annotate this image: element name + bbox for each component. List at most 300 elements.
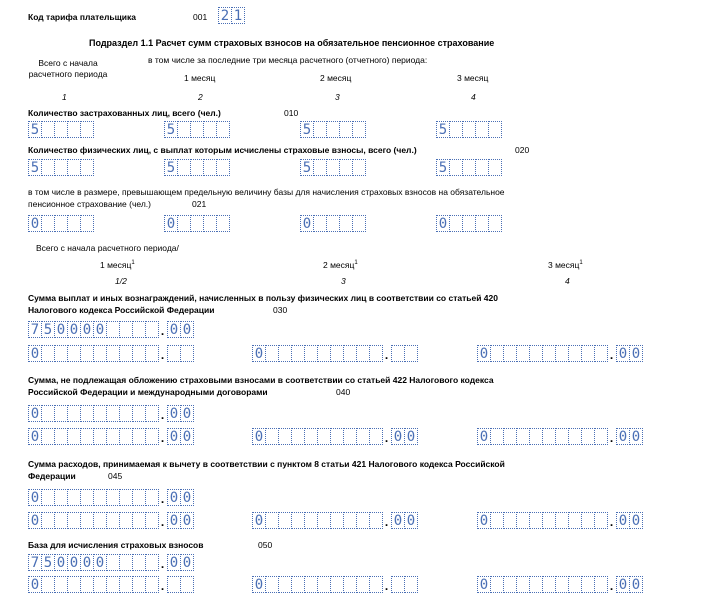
integer-digit-cell[interactable] bbox=[304, 512, 318, 529]
integer-digit-cell[interactable] bbox=[145, 576, 159, 593]
decimal-digit-cell[interactable]: 0 bbox=[167, 512, 181, 529]
integer-digit-cell[interactable] bbox=[529, 576, 543, 593]
digit-cell[interactable] bbox=[339, 159, 353, 176]
integer-digit-cell[interactable] bbox=[265, 576, 279, 593]
decimal-point: . bbox=[609, 431, 614, 445]
row-021-total[interactable] bbox=[28, 215, 93, 232]
integer-digit-cell[interactable] bbox=[529, 428, 543, 445]
integer-digit-cell[interactable] bbox=[106, 554, 120, 571]
integer-digit-cell[interactable] bbox=[356, 428, 370, 445]
decimal-digit-cell[interactable] bbox=[391, 576, 405, 593]
digit-cell[interactable] bbox=[67, 121, 81, 138]
decimal-digit-cell[interactable]: 0 bbox=[167, 489, 181, 506]
integer-digit-cell[interactable] bbox=[54, 345, 68, 362]
row-021-month1[interactable] bbox=[164, 215, 229, 232]
integer-digit-cell[interactable] bbox=[119, 489, 133, 506]
integer-digit-cell[interactable] bbox=[80, 345, 94, 362]
digit-cell[interactable]: 5 bbox=[300, 121, 314, 138]
row-040-month2[interactable] bbox=[252, 428, 417, 445]
decimal-point: . bbox=[160, 408, 165, 422]
decimal-digit-cell[interactable]: 0 bbox=[167, 405, 181, 422]
row-040-month3[interactable] bbox=[477, 428, 642, 445]
integer-digit-cell[interactable] bbox=[93, 428, 107, 445]
row-045-code: 045 bbox=[108, 471, 123, 481]
decimal-digit-cell[interactable] bbox=[404, 345, 418, 362]
integer-digit-cell[interactable] bbox=[119, 576, 133, 593]
row-050-month3[interactable] bbox=[477, 576, 642, 593]
integer-digit-cell[interactable] bbox=[356, 576, 370, 593]
integer-digit-cell[interactable]: 0 bbox=[477, 576, 491, 593]
integer-digit-cell[interactable] bbox=[490, 428, 504, 445]
integer-digit-cell[interactable] bbox=[304, 345, 318, 362]
integer-digit-cell[interactable] bbox=[317, 512, 331, 529]
integer-digit-cell[interactable]: 0 bbox=[80, 321, 94, 338]
integer-digit-cell[interactable] bbox=[542, 345, 556, 362]
integer-digit-cell[interactable] bbox=[503, 345, 517, 362]
integer-digit-cell[interactable] bbox=[106, 405, 120, 422]
digit-cell[interactable] bbox=[339, 121, 353, 138]
integer-digit-cell[interactable]: 0 bbox=[28, 428, 42, 445]
digit-cell[interactable]: 5 bbox=[28, 159, 42, 176]
decimal-digit-cell[interactable] bbox=[180, 576, 194, 593]
digit-cell[interactable] bbox=[313, 121, 327, 138]
row-021-month3[interactable] bbox=[436, 215, 501, 232]
digit-cell[interactable] bbox=[203, 215, 217, 232]
digit-cell[interactable] bbox=[352, 215, 366, 232]
integer-digit-cell[interactable] bbox=[568, 428, 582, 445]
integer-digit-cell[interactable]: 0 bbox=[477, 345, 491, 362]
digit-cell[interactable]: 0 bbox=[28, 215, 42, 232]
integer-digit-cell[interactable] bbox=[119, 428, 133, 445]
decimal-digit-cell[interactable]: 0 bbox=[180, 321, 194, 338]
decimal-digit-cell[interactable]: 0 bbox=[180, 428, 194, 445]
digit-cell[interactable]: 5 bbox=[436, 121, 450, 138]
integer-digit-cell[interactable] bbox=[93, 345, 107, 362]
integer-digit-cell[interactable] bbox=[41, 405, 55, 422]
decimal-digit-cell[interactable]: 0 bbox=[616, 576, 630, 593]
decimal-digit-cell[interactable]: 0 bbox=[629, 345, 643, 362]
integer-digit-cell[interactable] bbox=[106, 321, 120, 338]
integer-digit-cell[interactable] bbox=[132, 489, 146, 506]
digit-cell[interactable] bbox=[352, 121, 366, 138]
integer-digit-cell[interactable] bbox=[330, 576, 344, 593]
row-040-label-line2: Российской Федерации и международными договорами bbox=[28, 387, 268, 397]
integer-digit-cell[interactable] bbox=[581, 512, 595, 529]
digit-cell[interactable] bbox=[203, 159, 217, 176]
integer-digit-cell[interactable] bbox=[317, 345, 331, 362]
integer-digit-cell[interactable] bbox=[93, 489, 107, 506]
row-010-total[interactable] bbox=[28, 121, 93, 138]
col-number-2: 2 bbox=[198, 92, 203, 102]
digit-cell[interactable] bbox=[352, 159, 366, 176]
row-045-month1[interactable] bbox=[28, 512, 193, 529]
digit-cell[interactable] bbox=[80, 159, 94, 176]
integer-digit-cell[interactable]: 0 bbox=[477, 428, 491, 445]
decimal-digit-cell[interactable]: 0 bbox=[167, 428, 181, 445]
integer-digit-cell[interactable] bbox=[555, 428, 569, 445]
integer-digit-cell[interactable] bbox=[555, 512, 569, 529]
integer-digit-cell[interactable] bbox=[568, 576, 582, 593]
digit-cell[interactable]: 0 bbox=[436, 215, 450, 232]
decimal-digit-cell[interactable] bbox=[391, 345, 405, 362]
integer-digit-cell[interactable] bbox=[516, 428, 530, 445]
digit-cell[interactable]: 1 bbox=[231, 7, 245, 24]
digit-cell[interactable]: 5 bbox=[436, 159, 450, 176]
integer-digit-cell[interactable] bbox=[317, 428, 331, 445]
digit-cell[interactable]: 5 bbox=[300, 159, 314, 176]
row-050-month1[interactable] bbox=[28, 576, 193, 593]
digit-cell[interactable]: 2 bbox=[218, 7, 232, 24]
integer-digit-cell[interactable] bbox=[516, 576, 530, 593]
row-030-month2[interactable] bbox=[252, 345, 417, 362]
integer-digit-cell[interactable] bbox=[555, 345, 569, 362]
integer-digit-cell[interactable] bbox=[80, 576, 94, 593]
row-030-code: 030 bbox=[273, 305, 288, 315]
decimal-digit-cell[interactable] bbox=[167, 345, 181, 362]
decimal-digit-cell[interactable] bbox=[404, 576, 418, 593]
integer-digit-cell[interactable] bbox=[54, 489, 68, 506]
row-020-month3[interactable] bbox=[436, 159, 501, 176]
integer-digit-cell[interactable]: 7 bbox=[28, 321, 42, 338]
integer-digit-cell[interactable] bbox=[516, 345, 530, 362]
row-045-total[interactable] bbox=[28, 489, 193, 506]
integer-digit-cell[interactable] bbox=[93, 405, 107, 422]
integer-digit-cell[interactable]: 0 bbox=[28, 489, 42, 506]
integer-digit-cell[interactable] bbox=[490, 345, 504, 362]
month2-header-2 bbox=[323, 258, 358, 271]
integer-digit-cell[interactable] bbox=[581, 345, 595, 362]
row-010-month1[interactable] bbox=[164, 121, 229, 138]
digit-cell[interactable] bbox=[80, 121, 94, 138]
integer-digit-cell[interactable] bbox=[330, 428, 344, 445]
digit-cell[interactable] bbox=[41, 121, 55, 138]
row-030-total[interactable] bbox=[28, 321, 193, 338]
integer-digit-cell[interactable] bbox=[356, 512, 370, 529]
digit-cell[interactable] bbox=[475, 215, 489, 232]
integer-digit-cell[interactable] bbox=[516, 512, 530, 529]
integer-digit-cell[interactable] bbox=[80, 428, 94, 445]
row-030-label-line2: Налогового кодекса Российской Федерации bbox=[28, 305, 215, 315]
decimal-digit-cell[interactable]: 0 bbox=[404, 428, 418, 445]
tariff-code-number: 001 bbox=[193, 12, 208, 22]
row-050-month2[interactable] bbox=[252, 576, 417, 593]
integer-digit-cell[interactable]: 0 bbox=[67, 554, 81, 571]
integer-digit-cell[interactable] bbox=[369, 512, 383, 529]
decimal-digit-cell[interactable]: 0 bbox=[391, 428, 405, 445]
digit-cell[interactable] bbox=[462, 215, 476, 232]
integer-digit-cell[interactable] bbox=[568, 512, 582, 529]
integer-digit-cell[interactable] bbox=[106, 489, 120, 506]
row-021-month2[interactable] bbox=[300, 215, 365, 232]
integer-digit-cell[interactable] bbox=[317, 576, 331, 593]
integer-digit-cell[interactable] bbox=[80, 405, 94, 422]
row-040-month1[interactable] bbox=[28, 428, 193, 445]
integer-digit-cell[interactable]: 0 bbox=[67, 321, 81, 338]
integer-digit-cell[interactable]: 0 bbox=[28, 405, 42, 422]
integer-digit-cell[interactable]: 5 bbox=[41, 321, 55, 338]
integer-digit-cell[interactable] bbox=[145, 428, 159, 445]
digit-cell[interactable] bbox=[449, 121, 463, 138]
integer-digit-cell[interactable] bbox=[67, 489, 81, 506]
decimal-digit-cell[interactable] bbox=[167, 576, 181, 593]
integer-digit-cell[interactable] bbox=[369, 345, 383, 362]
tariff-code-label: Код тарифа плательщика bbox=[28, 12, 137, 22]
integer-digit-cell[interactable] bbox=[145, 489, 159, 506]
digit-cell[interactable] bbox=[190, 121, 204, 138]
decimal-digit-cell[interactable]: 0 bbox=[167, 554, 181, 571]
decimal-digit-cell[interactable]: 0 bbox=[629, 512, 643, 529]
integer-digit-cell[interactable] bbox=[542, 428, 556, 445]
integer-digit-cell[interactable] bbox=[291, 576, 305, 593]
decimal-digit-cell[interactable]: 0 bbox=[180, 512, 194, 529]
integer-digit-cell[interactable] bbox=[132, 428, 146, 445]
digit-cell[interactable] bbox=[449, 215, 463, 232]
integer-digit-cell[interactable] bbox=[67, 512, 81, 529]
decimal-digit-cell[interactable]: 0 bbox=[180, 489, 194, 506]
integer-digit-cell[interactable]: 0 bbox=[252, 428, 266, 445]
decimal-digit-cell[interactable]: 0 bbox=[180, 405, 194, 422]
integer-digit-cell[interactable] bbox=[106, 428, 120, 445]
integer-digit-cell[interactable] bbox=[278, 345, 292, 362]
decimal-digit-cell[interactable]: 0 bbox=[629, 576, 643, 593]
integer-digit-cell[interactable] bbox=[80, 489, 94, 506]
digit-cell[interactable] bbox=[216, 121, 230, 138]
integer-digit-cell[interactable] bbox=[278, 428, 292, 445]
integer-digit-cell[interactable]: 5 bbox=[41, 554, 55, 571]
since-start-line1: Всего с начала bbox=[38, 58, 98, 68]
integer-digit-cell[interactable] bbox=[106, 345, 120, 362]
digit-cell[interactable] bbox=[67, 159, 81, 176]
integer-digit-cell[interactable] bbox=[490, 576, 504, 593]
digit-cell[interactable] bbox=[177, 159, 191, 176]
integer-digit-cell[interactable]: 7 bbox=[28, 554, 42, 571]
integer-digit-cell[interactable] bbox=[93, 512, 107, 529]
integer-digit-cell[interactable] bbox=[67, 345, 81, 362]
integer-digit-cell[interactable]: 0 bbox=[28, 345, 42, 362]
decimal-digit-cell[interactable]: 0 bbox=[616, 512, 630, 529]
row-045-month2[interactable] bbox=[252, 512, 417, 529]
decimal-digit-cell[interactable]: 0 bbox=[404, 512, 418, 529]
digit-cell[interactable] bbox=[462, 121, 476, 138]
digit-cell[interactable] bbox=[313, 159, 327, 176]
row-020-total[interactable] bbox=[28, 159, 93, 176]
integer-digit-cell[interactable] bbox=[132, 554, 146, 571]
integer-digit-cell[interactable] bbox=[555, 576, 569, 593]
digit-cell[interactable] bbox=[488, 215, 502, 232]
integer-digit-cell[interactable] bbox=[330, 512, 344, 529]
integer-digit-cell[interactable] bbox=[503, 512, 517, 529]
decimal-digit-cell[interactable]: 0 bbox=[616, 428, 630, 445]
digit-cell[interactable] bbox=[190, 215, 204, 232]
integer-digit-cell[interactable]: 0 bbox=[252, 576, 266, 593]
digit-cell[interactable] bbox=[449, 159, 463, 176]
row-021-label-line1: в том числе в размере, превышающем предельную величину базы для начисления страховых взносов на обязательное bbox=[28, 187, 505, 197]
digit-cell[interactable]: 5 bbox=[28, 121, 42, 138]
digit-cell[interactable]: 0 bbox=[300, 215, 314, 232]
integer-digit-cell[interactable] bbox=[529, 345, 543, 362]
row-030-month1[interactable] bbox=[28, 345, 193, 362]
digit-cell[interactable]: 5 bbox=[164, 121, 178, 138]
tariff-code-field[interactable] bbox=[218, 7, 244, 24]
integer-digit-cell[interactable] bbox=[503, 428, 517, 445]
digit-cell[interactable] bbox=[326, 159, 340, 176]
integer-digit-cell[interactable] bbox=[54, 428, 68, 445]
integer-digit-cell[interactable] bbox=[594, 576, 608, 593]
month2-header-2-text: 2 месяц bbox=[323, 259, 355, 270]
integer-digit-cell[interactable] bbox=[67, 405, 81, 422]
integer-digit-cell[interactable]: 0 bbox=[252, 512, 266, 529]
digit-cell[interactable] bbox=[203, 121, 217, 138]
digit-cell[interactable]: 0 bbox=[164, 215, 178, 232]
integer-digit-cell[interactable] bbox=[330, 345, 344, 362]
row-020-month1[interactable] bbox=[164, 159, 229, 176]
digit-cell[interactable] bbox=[339, 215, 353, 232]
integer-digit-cell[interactable] bbox=[581, 576, 595, 593]
digit-cell[interactable] bbox=[475, 121, 489, 138]
digit-cell[interactable] bbox=[475, 159, 489, 176]
integer-digit-cell[interactable] bbox=[145, 345, 159, 362]
integer-digit-cell[interactable] bbox=[503, 576, 517, 593]
integer-digit-cell[interactable] bbox=[542, 512, 556, 529]
row-050-total[interactable] bbox=[28, 554, 193, 571]
integer-digit-cell[interactable] bbox=[265, 428, 279, 445]
digit-cell[interactable] bbox=[488, 159, 502, 176]
integer-digit-cell[interactable]: 0 bbox=[54, 554, 68, 571]
digit-cell[interactable] bbox=[41, 215, 55, 232]
integer-digit-cell[interactable] bbox=[594, 512, 608, 529]
integer-digit-cell[interactable]: 0 bbox=[252, 345, 266, 362]
digit-cell[interactable]: 5 bbox=[164, 159, 178, 176]
integer-digit-cell[interactable] bbox=[278, 576, 292, 593]
integer-digit-cell[interactable] bbox=[67, 576, 81, 593]
integer-digit-cell[interactable] bbox=[41, 512, 55, 529]
digit-cell[interactable] bbox=[177, 215, 191, 232]
integer-digit-cell[interactable]: 0 bbox=[28, 576, 42, 593]
row-040-total[interactable] bbox=[28, 405, 193, 422]
integer-digit-cell[interactable] bbox=[356, 345, 370, 362]
integer-digit-cell[interactable] bbox=[67, 428, 81, 445]
integer-digit-cell[interactable] bbox=[145, 321, 159, 338]
integer-digit-cell[interactable] bbox=[343, 345, 357, 362]
integer-digit-cell[interactable]: 0 bbox=[93, 321, 107, 338]
integer-digit-cell[interactable] bbox=[145, 405, 159, 422]
integer-digit-cell[interactable] bbox=[119, 405, 133, 422]
digit-cell[interactable] bbox=[54, 159, 68, 176]
integer-digit-cell[interactable] bbox=[54, 576, 68, 593]
integer-digit-cell[interactable] bbox=[132, 321, 146, 338]
digit-cell[interactable] bbox=[462, 159, 476, 176]
integer-digit-cell[interactable] bbox=[80, 512, 94, 529]
integer-digit-cell[interactable] bbox=[304, 428, 318, 445]
digit-cell[interactable] bbox=[67, 215, 81, 232]
integer-digit-cell[interactable]: 0 bbox=[93, 554, 107, 571]
digit-cell[interactable] bbox=[190, 159, 204, 176]
integer-digit-cell[interactable] bbox=[41, 576, 55, 593]
integer-digit-cell[interactable] bbox=[106, 576, 120, 593]
integer-digit-cell[interactable] bbox=[54, 405, 68, 422]
decimal-digit-cell[interactable]: 0 bbox=[167, 321, 181, 338]
integer-digit-cell[interactable] bbox=[291, 428, 305, 445]
integer-digit-cell[interactable] bbox=[119, 512, 133, 529]
decimal-digit-cell[interactable]: 0 bbox=[616, 345, 630, 362]
integer-digit-cell[interactable]: 0 bbox=[28, 512, 42, 529]
integer-digit-cell[interactable] bbox=[41, 345, 55, 362]
integer-digit-cell[interactable] bbox=[265, 345, 279, 362]
integer-digit-cell[interactable] bbox=[119, 554, 133, 571]
digit-cell[interactable] bbox=[326, 121, 340, 138]
integer-digit-cell[interactable] bbox=[594, 345, 608, 362]
integer-digit-cell[interactable] bbox=[132, 576, 146, 593]
digit-cell[interactable] bbox=[326, 215, 340, 232]
integer-digit-cell[interactable] bbox=[106, 512, 120, 529]
digit-cell[interactable] bbox=[54, 121, 68, 138]
integer-digit-cell[interactable]: 0 bbox=[80, 554, 94, 571]
integer-digit-cell[interactable] bbox=[304, 576, 318, 593]
integer-digit-cell[interactable] bbox=[132, 405, 146, 422]
decimal-digit-cell[interactable] bbox=[180, 345, 194, 362]
digit-cell[interactable] bbox=[54, 215, 68, 232]
digit-cell[interactable] bbox=[313, 215, 327, 232]
integer-digit-cell[interactable] bbox=[594, 428, 608, 445]
integer-digit-cell[interactable] bbox=[291, 512, 305, 529]
integer-digit-cell[interactable] bbox=[41, 428, 55, 445]
integer-digit-cell[interactable] bbox=[265, 512, 279, 529]
row-045-month3[interactable] bbox=[477, 512, 642, 529]
integer-digit-cell[interactable] bbox=[542, 576, 556, 593]
decimal-digit-cell[interactable]: 0 bbox=[391, 512, 405, 529]
integer-digit-cell[interactable] bbox=[581, 428, 595, 445]
digit-cell[interactable] bbox=[216, 159, 230, 176]
integer-digit-cell[interactable] bbox=[343, 512, 357, 529]
integer-digit-cell[interactable]: 0 bbox=[477, 512, 491, 529]
integer-digit-cell[interactable] bbox=[568, 345, 582, 362]
integer-digit-cell[interactable] bbox=[278, 512, 292, 529]
integer-digit-cell[interactable]: 0 bbox=[54, 321, 68, 338]
decimal-point: . bbox=[384, 579, 389, 593]
digit-cell[interactable] bbox=[488, 121, 502, 138]
integer-digit-cell[interactable] bbox=[291, 345, 305, 362]
integer-digit-cell[interactable] bbox=[145, 512, 159, 529]
digit-cell[interactable] bbox=[216, 215, 230, 232]
digit-cell[interactable] bbox=[177, 121, 191, 138]
month3-header: 3 месяц bbox=[457, 73, 489, 83]
decimal-digit-cell[interactable]: 0 bbox=[180, 554, 194, 571]
row-020-month2[interactable] bbox=[300, 159, 365, 176]
row-045-label-line2: Федерации bbox=[28, 471, 76, 481]
integer-digit-cell[interactable] bbox=[41, 489, 55, 506]
row-010-month3[interactable] bbox=[436, 121, 501, 138]
integer-digit-cell[interactable] bbox=[119, 321, 133, 338]
integer-digit-cell[interactable] bbox=[343, 576, 357, 593]
integer-digit-cell[interactable] bbox=[343, 428, 357, 445]
row-030-month3[interactable] bbox=[477, 345, 642, 362]
integer-digit-cell[interactable] bbox=[132, 345, 146, 362]
integer-digit-cell[interactable] bbox=[93, 576, 107, 593]
integer-digit-cell[interactable] bbox=[119, 345, 133, 362]
integer-digit-cell[interactable] bbox=[369, 576, 383, 593]
decimal-digit-cell[interactable]: 0 bbox=[629, 428, 643, 445]
integer-digit-cell[interactable] bbox=[54, 512, 68, 529]
row-010-month2[interactable] bbox=[300, 121, 365, 138]
integer-digit-cell[interactable] bbox=[529, 512, 543, 529]
digit-cell[interactable] bbox=[80, 215, 94, 232]
integer-digit-cell[interactable] bbox=[490, 512, 504, 529]
integer-digit-cell[interactable] bbox=[145, 554, 159, 571]
digit-cell[interactable] bbox=[41, 159, 55, 176]
integer-digit-cell[interactable] bbox=[132, 512, 146, 529]
integer-digit-cell[interactable] bbox=[369, 428, 383, 445]
decimal-point: . bbox=[160, 492, 165, 506]
